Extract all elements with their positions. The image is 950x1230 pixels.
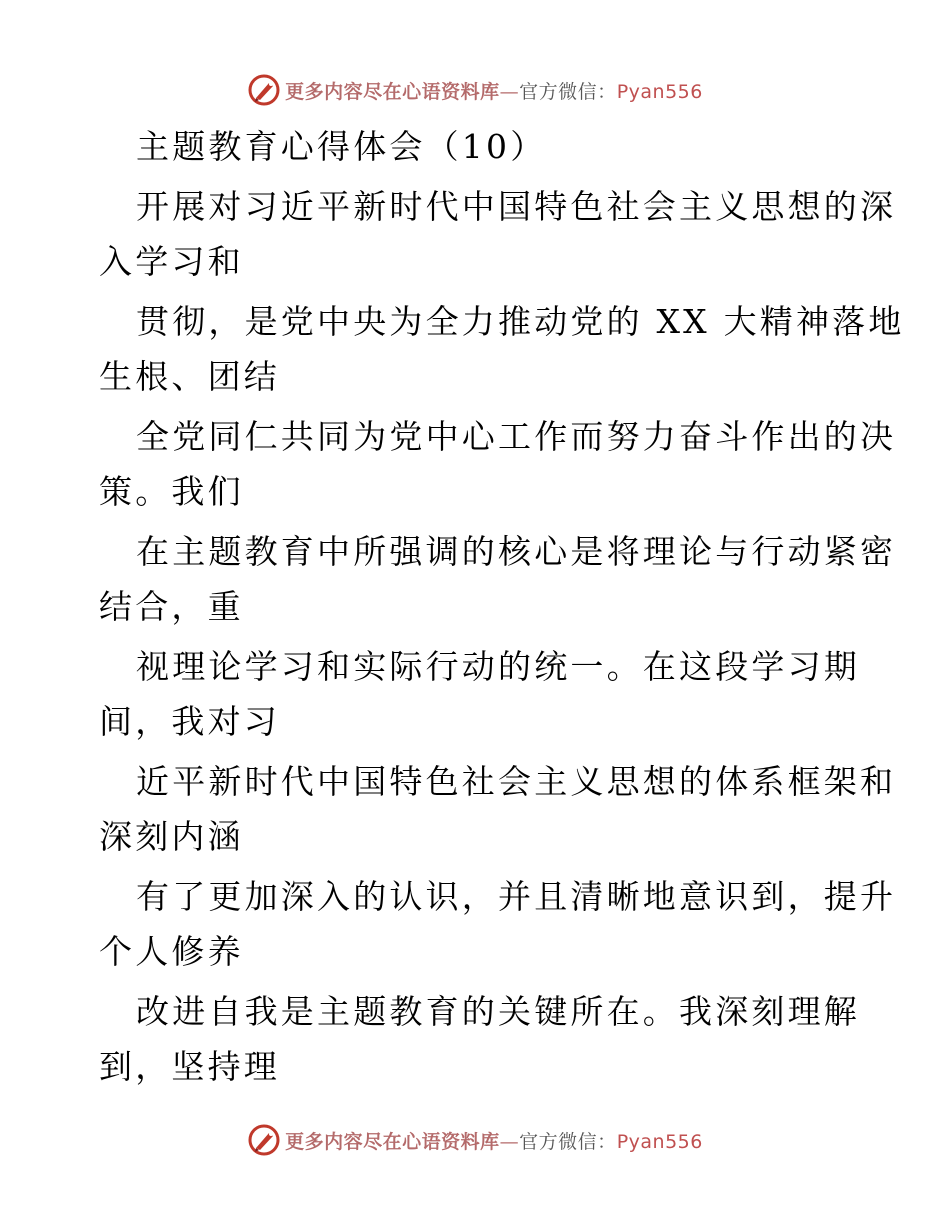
paragraph-line: 个人修养 [99, 932, 244, 971]
paragraph-line: 贯彻，是党中央为全力推动党的 XX 大精神落地 [136, 302, 905, 341]
paragraph-line: 到，坚持理 [99, 1047, 280, 1086]
paragraph-line: 近平新时代中国特色社会主义思想的体系框架和 [136, 762, 897, 801]
banner-dash: — [499, 1130, 520, 1153]
paragraph-line: 深刻内涵 [99, 817, 244, 856]
banner-wechat-id: Pyan556 [616, 80, 703, 103]
banner-text [285, 1127, 703, 1154]
document-title: 主题教育心得体会（10） [136, 127, 547, 166]
paragraph-line: 结合，重 [99, 587, 244, 626]
banner-brand: 更多内容尽在心语资料库 [285, 80, 500, 103]
paragraph-line: 间，我对习 [99, 702, 280, 741]
banner-wechat-label: 官方微信： [519, 80, 617, 103]
paragraph-line: 生根、团结 [99, 357, 280, 396]
banner-dash: — [499, 80, 520, 103]
header-banner [0, 70, 950, 110]
pen-logo-icon [247, 73, 281, 107]
banner-wechat-label: 官方微信： [519, 1130, 617, 1153]
footer-banner [0, 1120, 950, 1160]
banner-brand: 更多内容尽在心语资料库 [285, 1130, 500, 1153]
paragraph-line: 有了更加深入的认识，并且清晰地意识到，提升 [136, 877, 897, 916]
pen-logo-icon [247, 1123, 281, 1157]
paragraph-line: 策。我们 [99, 472, 244, 511]
paragraph-line: 视理论学习和实际行动的统一。在这段学习期 [136, 647, 860, 686]
paragraph-line: 在主题教育中所强调的核心是将理论与行动紧密 [136, 532, 897, 571]
banner-wechat-id: Pyan556 [616, 1130, 703, 1153]
paragraph-line: 入学习和 [99, 242, 244, 281]
banner-text [285, 77, 703, 104]
paragraph-line: 全党同仁共同为党中心工作而努力奋斗作出的决 [136, 417, 897, 456]
paragraph-line: 开展对习近平新时代中国特色社会主义思想的深 [136, 187, 897, 226]
paragraph-line: 改进自我是主题教育的关键所在。我深刻理解 [136, 992, 860, 1031]
